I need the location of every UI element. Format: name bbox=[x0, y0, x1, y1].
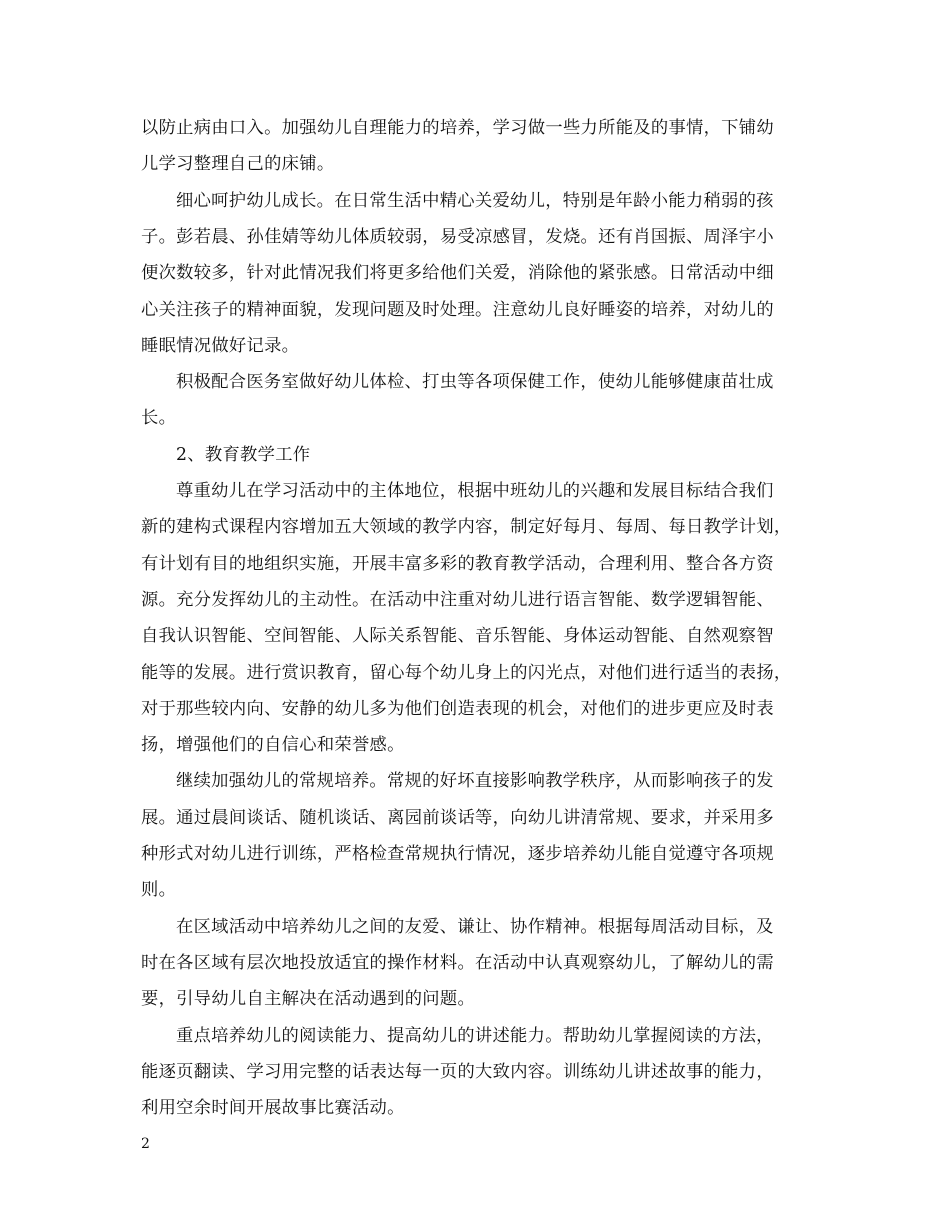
text-line: 要，引导幼儿自主解决在活动遇到的问题。 bbox=[141, 989, 476, 1010]
text-line: 能等的发展。进行赏识教育，留心每个幼儿身上的闪光点，对他们进行适当的表扬， bbox=[141, 662, 792, 683]
text-line: 有计划有目的地组织实施，开展丰富多彩的教育教学活动，合理利用、整合各方资 bbox=[141, 553, 774, 574]
text-line: 源。充分发挥幼儿的主动性。在活动中注重对幼儿进行语言智能、数学逻辑智能、 bbox=[141, 589, 774, 610]
text-line: 继续加强幼儿的常规培养。常规的好坏直接影响教学秩序，从而影响孩子的发 bbox=[176, 771, 774, 792]
text-line: 时在各区域有层次地投放适宜的操作材料。在活动中认真观察幼儿，了解幼儿的需 bbox=[141, 952, 774, 973]
text-line: 儿学习整理自己的床铺。 bbox=[141, 154, 335, 175]
text-line: 长。 bbox=[141, 408, 177, 429]
text-line: 重点培养幼儿的阅读能力、提高幼儿的讲述能力。帮助幼儿掌握阅读的方法， bbox=[176, 1025, 774, 1046]
text-line: 能逐页翻读、学习用完整的话表达每一页的大致内容。训练幼儿讲述故事的能力， bbox=[141, 1061, 774, 1082]
text-line: 则。 bbox=[141, 880, 177, 901]
text-line: 以防止病由口入。加强幼儿自理能力的培养，学习做一些力所能及的事情，下铺幼 bbox=[141, 118, 774, 138]
page-number: 2 bbox=[141, 1136, 150, 1152]
text-line: 展。通过晨间谈话、随机谈话、离园前谈话等，向幼儿讲清常规、要求，并采用多 bbox=[141, 807, 774, 828]
text-line: 对于那些较内向、安静的幼儿多为他们创造表现的机会，对他们的进步更应及时表 bbox=[141, 698, 774, 719]
text-line: 子。彭若晨、孙佳婧等幼儿体质较弱，易受凉感冒，发烧。还有肖国振、周泽宇小 bbox=[141, 226, 774, 247]
text-line: 2、教育教学工作 bbox=[176, 444, 311, 465]
text-line: 自我认识智能、空间智能、人际关系智能、音乐智能、身体运动智能、自然观察智 bbox=[141, 626, 774, 647]
text-line: 便次数较多，针对此情况我们将更多给他们关爱，消除他的紧张感。日常活动中细 bbox=[141, 263, 774, 284]
text-line: 尊重幼儿在学习活动中的主体地位，根据中班幼儿的兴趣和发展目标结合我们 bbox=[176, 481, 774, 501]
text-line: 在区域活动中培养幼儿之间的友爱、谦让、协作精神。根据每周活动目标，及 bbox=[176, 916, 774, 937]
text-line: 利用空余时间开展故事比赛活动。 bbox=[141, 1098, 405, 1119]
text-line: 新的建构式课程内容增加五大领域的教学内容，制定好每月、每周、每日教学计划， bbox=[141, 517, 792, 538]
text-line: 扬，增强他们的自信心和荣誉感。 bbox=[141, 735, 405, 756]
text-line: 种形式对幼儿进行训练，严格检查常规执行情况，逐步培养幼儿能自觉遵守各项规 bbox=[141, 844, 774, 864]
text-line: 细心呵护幼儿成长。在日常生活中精心关爱幼儿，特别是年龄小能力稍弱的孩 bbox=[176, 190, 774, 211]
text-line: 心关注孩子的精神面貌，发现问题及时处理。注意幼儿良好睡姿的培养，对幼儿的 bbox=[141, 299, 774, 320]
text-line: 积极配合医务室做好幼儿体检、打虫等各项保健工作，使幼儿能够健康苗壮成 bbox=[176, 372, 774, 393]
text-line: 睡眠情况做好记录。 bbox=[141, 335, 300, 356]
